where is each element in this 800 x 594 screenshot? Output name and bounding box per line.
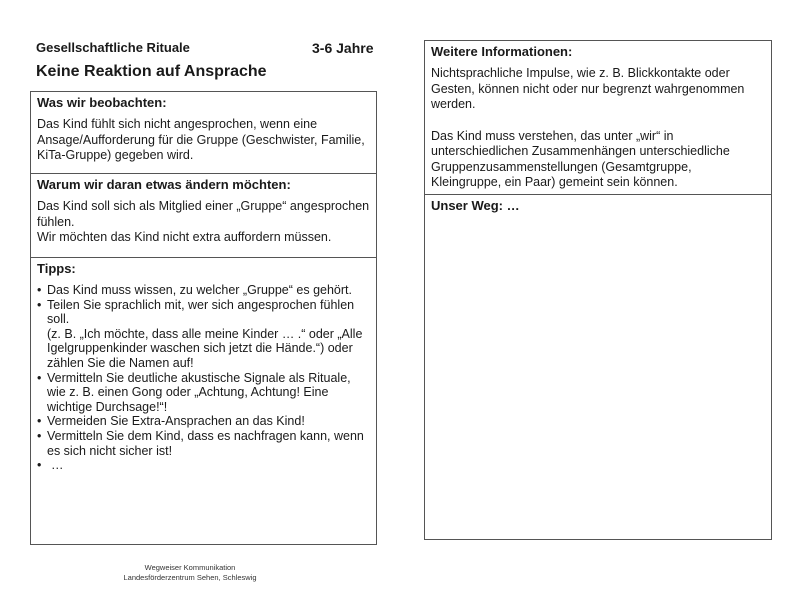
tip-text: Teilen Sie sprachlich mit, wer sich angesprochen fühlen soll. xyxy=(47,297,355,327)
info-heading: Weitere Informationen: xyxy=(431,44,573,59)
tip-item xyxy=(37,283,372,298)
right-card xyxy=(424,40,772,540)
why-text-line-1: Das Kind soll sich als Mitglied einer „Gruppe“ angesprochen fühlen. xyxy=(37,199,370,229)
bullet-icon: • xyxy=(37,370,42,385)
tip-item xyxy=(37,414,372,429)
observe-section xyxy=(31,92,376,173)
tips-heading: Tipps: xyxy=(37,261,76,276)
observe-heading: Was wir beobachten: xyxy=(37,95,167,110)
tip-item xyxy=(37,458,372,473)
observe-text: Das Kind fühlt sich nicht angesprochen, wenn eine Ansage/Aufforderung für die Gruppe (Geschwister, Familie, KiTa-Gruppe) gegeben wird. xyxy=(37,117,365,162)
category-label: Gesellschaftliche Rituale xyxy=(36,40,190,55)
tip-text: Vermeiden Sie Extra-Ansprachen an das Kind! xyxy=(47,414,305,429)
info-section xyxy=(425,41,771,194)
way-section xyxy=(425,194,771,539)
bullet-icon: • xyxy=(37,283,42,297)
page-title: Keine Reaktion auf Ansprache xyxy=(36,63,267,80)
tip-item xyxy=(37,429,372,458)
tip-text: Vermitteln Sie dem Kind, dass es nachfragen kann, wenn es sich nicht sicher ist! xyxy=(47,428,364,458)
why-heading: Warum wir daran etwas ändern möchten: xyxy=(37,177,291,192)
tip-item xyxy=(37,371,372,415)
footer-line-2: Landesförderzentrum Sehen, Schleswig xyxy=(123,572,257,582)
bullet-icon: • xyxy=(37,428,42,443)
tip-example-text: (z. B. „Ich möchte, dass alle meine Kinder … .“ oder „Alle Igelgruppenkinder waschen sich jetzt die Hände.“) oder zählen Sie die Namen auf! xyxy=(47,326,363,370)
tip-text: Das Kind muss wissen, zu welcher „Gruppe“ es gehört. xyxy=(47,283,352,297)
info-paragraph-2: Das Kind muss verstehen, das unter „wir“ in unterschiedlichen Zusammenhängen unterschiedliche Gruppenzusammenstellungen (Gesamtgruppe, Kleingruppe, ein Paar) gemeint sein können. xyxy=(431,128,730,189)
tip-text: … xyxy=(51,458,64,473)
info-paragraph-1: Nichtsprachliche Impulse, wie z. B. Blickkontakte oder Gesten, können nicht oder nur begrenzt wahrgenommen werden. xyxy=(431,66,745,111)
tips-list xyxy=(31,277,376,473)
way-heading: Unser Weg: … xyxy=(431,198,520,213)
why-text-line-2: Wir möchten das Kind nicht extra auffordern müssen. xyxy=(37,230,332,244)
age-range-label: 3-6 Jahre xyxy=(312,40,374,56)
tips-section xyxy=(31,257,376,544)
tip-item xyxy=(37,298,372,371)
bullet-icon: • xyxy=(37,297,42,312)
footer-line-1: Wegweiser Kommunikation xyxy=(144,563,236,572)
bullet-icon: • xyxy=(37,458,42,473)
bullet-icon: • xyxy=(37,414,42,429)
footer xyxy=(110,563,270,582)
why-section xyxy=(31,173,376,257)
tip-text: Vermitteln Sie deutliche akustische Signale als Rituale, wie z. B. einen Gong oder „Achtung, Achtung! Eine wichtige Durchsage!“! xyxy=(47,370,351,414)
left-card xyxy=(30,91,377,545)
